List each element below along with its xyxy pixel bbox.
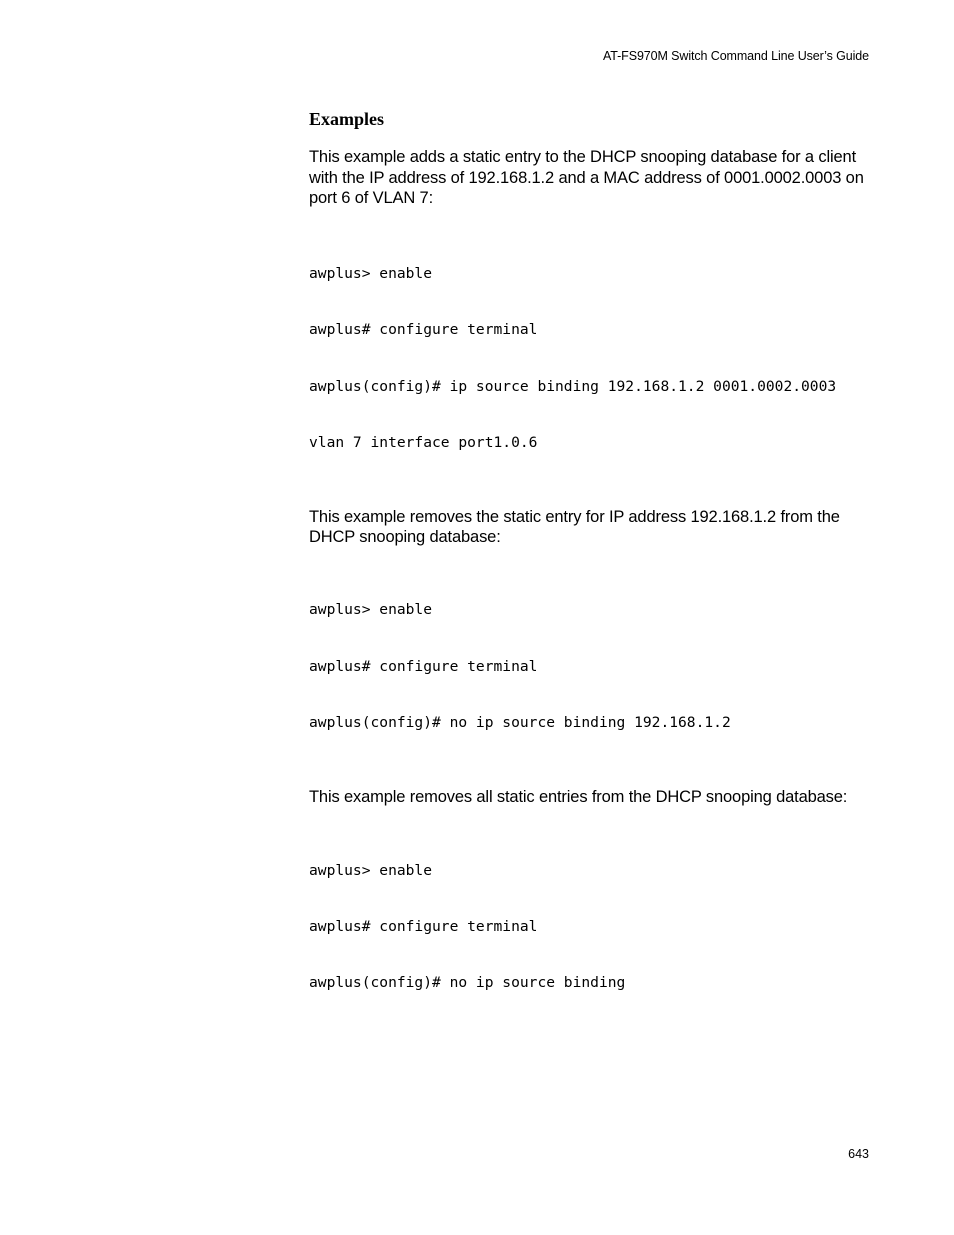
code-line: awplus(config)# no ip source binding 192.168.1.2 [309,714,731,732]
code-line: awplus(config)# no ip source binding [309,974,626,992]
code-line: awplus# configure terminal [309,321,538,339]
code-line: awplus> enable [309,601,433,619]
example-2-description: This example removes the static entry for IP address 192.168.1.2 from the DHCP snooping database: [309,507,840,547]
code-line: awplus> enable [309,265,433,283]
page-number: 643 [848,1147,869,1161]
example-3-code-block [309,824,875,1031]
example-2-code-block [309,564,875,771]
example-1-description: This example adds a static entry to the DHCP snooping database for a client with the IP address of 192.168.1.2 and a MAC address of 0001.0002.0003 on port 6 of VLAN 7: [309,148,864,207]
code-line: awplus(config)# ip source binding 192.168.1.2 0001.0002.0003 [309,377,837,395]
running-header: AT-FS970M Switch Command Line User’s Guide [602,49,869,63]
section-heading: Examples [309,109,385,129]
code-line: awplus> enable [309,861,433,879]
example-3-description: This example removes all static entries from the DHCP snooping database: [309,788,848,807]
example-1-code-block [309,228,875,491]
code-line: vlan 7 interface port1.0.6 [309,434,538,452]
page-content [309,107,875,1031]
code-line: awplus# configure terminal [309,917,538,935]
code-line: awplus# configure terminal [309,657,538,675]
